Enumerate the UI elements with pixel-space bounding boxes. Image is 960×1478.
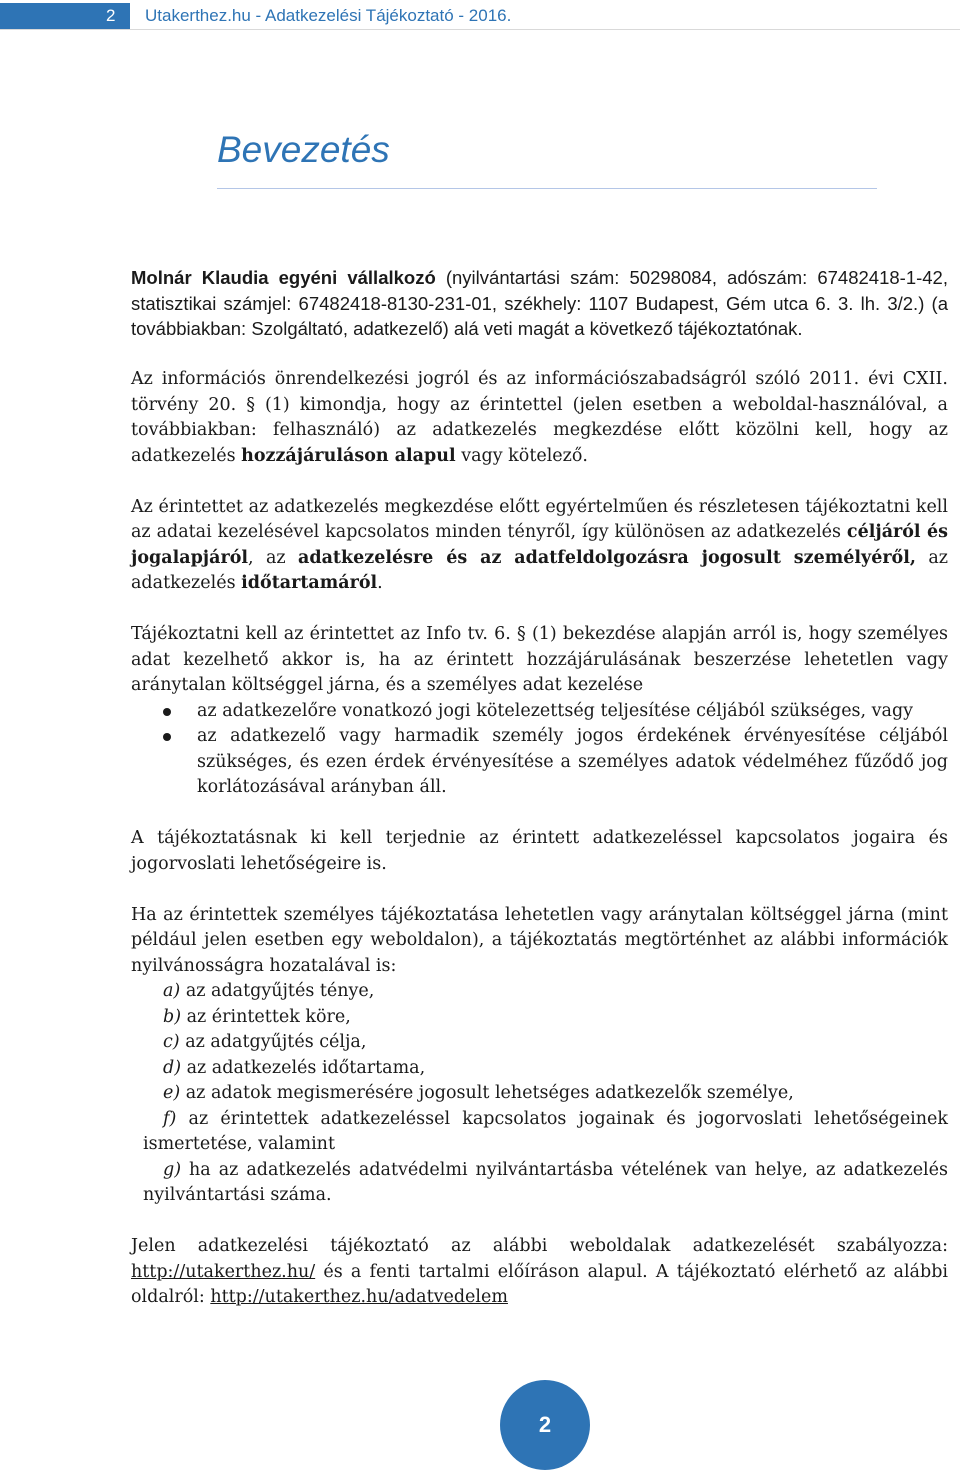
header-running-title: Utakerthez.hu - Adatkezelési Tájékoztató - 2016. <box>145 6 512 25</box>
scope-text-1: Jelen adatkezelési tájékoztató az alábbi weboldalak adatkezelését szabályozza: <box>131 1236 948 1256</box>
title-underline <box>217 188 877 189</box>
list-item <box>131 1107 948 1158</box>
inform-text-4: . <box>377 573 383 593</box>
list-item <box>131 724 948 801</box>
rights-paragraph: A tájékoztatásnak ki kell terjednie az érintett adatkezeléssel kapcsolatos jogaira és jogorvoslati lehetőségeire is. <box>131 828 948 874</box>
list-item <box>131 1056 948 1082</box>
list-item <box>131 979 948 1005</box>
intro-text: (nyilvántartási szám: 50298084, adószám: 67482418-1-42, statisztikai számjel: 67482418-8130-231-01, székhely: 1107 Budapest, Gém utca 6. 3. lh. 3/2.) (a továbbiakban: Szolgáltató, adatkezelő) alá veti magát a következő tájékoztatónak. <box>131 267 948 339</box>
list-item <box>131 1081 948 1107</box>
law-paragraph <box>131 367 948 469</box>
condition-bullet-list <box>131 699 948 801</box>
inform-text-1: Az érintettet az adatkezelés megkezdése előtt egyértelműen és részletesen tájékoztatni kell az adatai kezelésével kapcsolatos minden tényről, így különösen az adatkezelés <box>131 496 948 542</box>
list-text: az adatgyűjtés célja, <box>179 1032 367 1052</box>
footer-page-number: 2 <box>500 1380 590 1470</box>
inform-text-2: , az <box>248 547 298 568</box>
list-item <box>131 699 948 725</box>
list-text: ha az adatkezelés adatvédelmi nyilvántartásba vételének van helye, az adatkezelés nyilvántartási száma. <box>143 1159 948 1205</box>
list-text: az érintettek adatkezeléssel kapcsolatos jogainak és jogorvoslati lehetőségeinek ismertetése, valamint <box>143 1108 948 1154</box>
bullet-icon <box>163 708 171 716</box>
inform-bold-3: időtartamáról <box>241 573 378 593</box>
list-letter: b) <box>163 1006 182 1027</box>
inform-paragraph <box>131 495 948 597</box>
intro-paragraph <box>131 265 948 342</box>
site-link[interactable]: http://utakerthez.hu/ <box>131 1261 316 1282</box>
bullet-text: az adatkezelőre vonatkozó jogi kötelezettség teljesítése céljából szükséges, vagy <box>197 700 914 721</box>
document-body <box>131 265 948 1336</box>
law-bold: hozzájáruláson alapul <box>241 445 456 466</box>
law-text: Az információs önrendelkezési jogról és az információszabadságról szóló 2011. évi CXII. törvény 20. § (1) kimondja, hogy az érintettel (jelen esetben a weboldal-használóval, a továbbiakban: felhasználó) az adatkezelés megkezdése előtt közölni kell, hogy az adatkezelés <box>131 369 948 466</box>
info-tv-paragraph: Tájékoztatni kell az érintettet az Info tv. 6. § (1) bekezdése alapján arról is, hogy személyes adat kezelhető akkor is, ha az érintett hozzájárulásának beszerzése lehetetlen vagy aránytalan költséggel járna, és a személyes adat kezelése <box>131 624 948 695</box>
list-letter: g) <box>163 1159 182 1180</box>
bullet-text: az adatkezelő vagy harmadik személy jogos érdekének érvényesítése céljából szükséges, és ezen érdek érvényesítése a személyes adatok védelméhez fűződő jog korlátozásával arányban áll. <box>197 726 948 797</box>
company-name: Molnár Klaudia egyéni vállalkozó <box>131 267 436 288</box>
inform-bold-1: céljáról és jogalapjáról <box>131 522 948 568</box>
list-text: az adatkezelés időtartama, <box>181 1057 426 1078</box>
list-text: az érintettek köre, <box>181 1006 351 1027</box>
law-tail: vagy kötelező. <box>455 445 588 466</box>
page-header <box>0 0 960 32</box>
info-item-list <box>131 979 948 1209</box>
list-letter: e) <box>163 1083 181 1103</box>
list-letter: f) <box>163 1108 177 1129</box>
scope-paragraph <box>131 1234 948 1311</box>
header-divider <box>0 29 960 30</box>
page-title: Bevezetés <box>217 129 390 170</box>
list-letter: c) <box>163 1032 180 1052</box>
bullet-icon <box>163 733 171 741</box>
list-letter: d) <box>163 1057 182 1078</box>
list-text: az adatgyűjtés ténye, <box>180 981 375 1001</box>
inform-bold-2: adatkezelésre és az adatfeldolgozásra jogosult személyéről, <box>298 547 916 568</box>
list-item <box>131 1005 948 1031</box>
public-info-paragraph: Ha az érintettek személyes tájékoztatása lehetetlen vagy aránytalan költséggel járna (mint például jelen esetben egy weboldalon), a tájékoztatás megtörténhet az alábbi információk nyilvánosságra hozatalával is: <box>131 904 948 976</box>
list-letter: a) <box>163 981 181 1001</box>
privacy-page-link[interactable]: http://utakerthez.hu/adatvedelem <box>210 1287 508 1307</box>
header-page-number: 2 <box>0 3 130 29</box>
scope-text-2: és a fenti tartalmi előíráson alapul. A tájékoztató elérhető az alábbi oldalról: <box>131 1261 948 1307</box>
list-text: az adatok megismerésére jogosult lehetséges adatkezelők személye, <box>180 1083 794 1103</box>
list-item <box>131 1158 948 1209</box>
inform-text-3: az adatkezelés <box>131 547 949 593</box>
list-item <box>131 1030 948 1056</box>
